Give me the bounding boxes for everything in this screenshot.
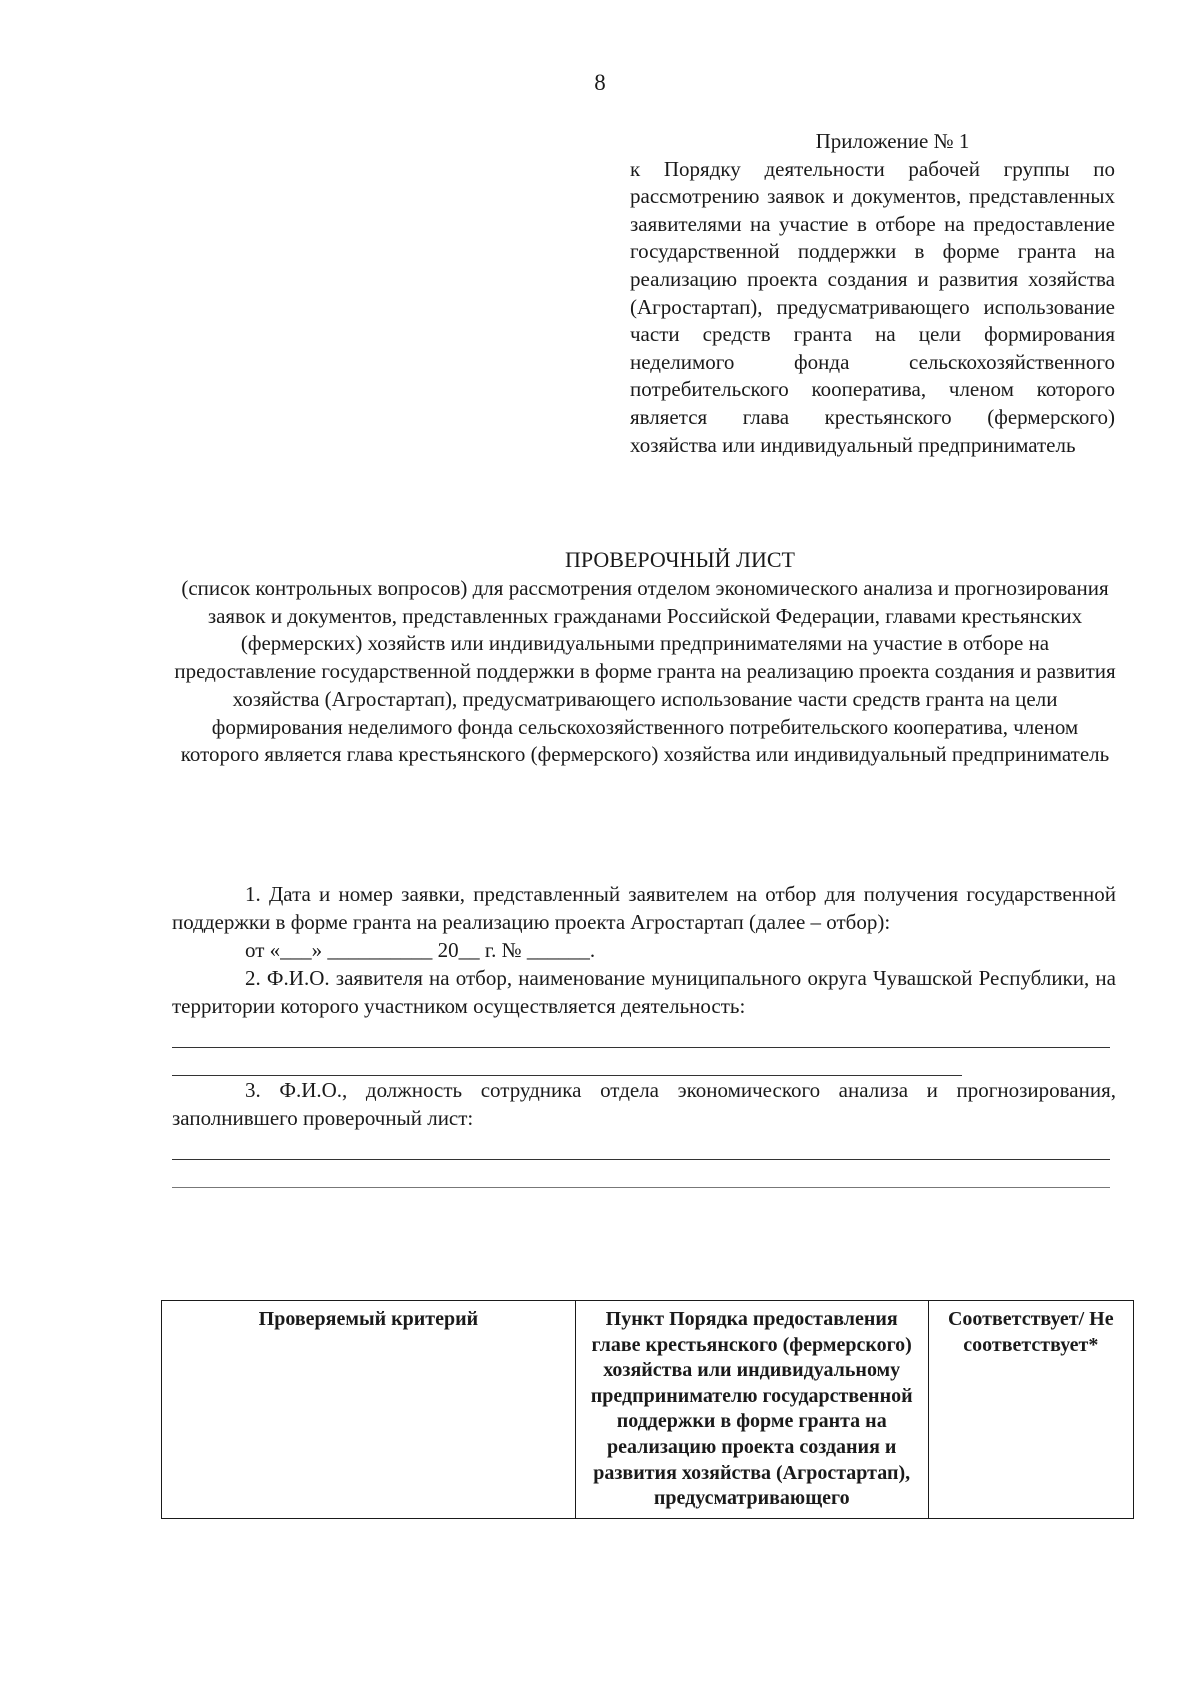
item-2-text: 2. Ф.И.О. заявителя на отбор, наименование муниципального округа Чувашской Республики, на территории которого участником осуществляется деятельность: [172, 966, 1116, 1018]
appendix-title: Приложение № 1 [815, 129, 970, 153]
page-number: 8 [594, 70, 606, 95]
item-1-text: 1. Дата и номер заявки, представленный заявителем на отбор для получения государственной поддержки в форме гранта на реализацию проекта Агростартап (далее – отбор): [172, 882, 1116, 934]
document-title: ПРОВЕРОЧНЫЙ ЛИСТ [565, 547, 795, 572]
item-1-date-line: от «___» __________ 20__ г. № ______. [245, 938, 596, 962]
header-order-clause: Пункт Порядка предоставления главе крестьянского (фермерского) хозяйства или индивидуальному предпринимателю государственной поддержки в форме гранта на реализацию проекта создания и развития хозяйства (Агростартап), предусматривающего [575, 1301, 928, 1519]
document-subtitle: (список контрольных вопросов) для рассмотрения отделом экономического анализа и прогнозирования заявок и документов, представленных гражданами Российской Федерации, главами крестьянских (фермерских) хозяйств или индивидуальными предпринимателями на участие в отборе на предоставление государственной поддержки в форме гранта на реализацию проекта создания и развития хозяйства (Агростартап), предусматривающего использование части средств гранта на цели формирования неделимого фонда сельскохозяйственного потребительского кооператива, членом которого является глава крестьянского (фермерского) хозяйства или индивидуальный предприниматель [174, 576, 1116, 767]
form-items [172, 880, 1116, 1188]
header-compliance: Соответствует/ Не соответствует* [928, 1301, 1133, 1519]
table-header-row [162, 1301, 1134, 1519]
appendix-body: к Порядку деятельности рабочей группы по рассмотрению заявок и документов, представленных заявителями на участие в отборе на предоставление государственной поддержки в форме гранта на реализацию проекта создания и развития хозяйства (Агростартап), предусматривающего использование части средств гранта на цели формирования неделимого фонда сельскохозяйственного потребительского кооператива, членом которого является глава крестьянского (фермерского) хозяйства или индивидуальный предприниматель [630, 156, 1115, 457]
item-3-text: 3. Ф.И.О., должность сотрудника отдела экономического анализа и прогнозирования, заполнившего проверочный лист: [172, 1078, 1116, 1130]
item-3-blank-line-2[interactable] [172, 1187, 1110, 1188]
header-criterion: Проверяемый критерий [162, 1301, 576, 1519]
criteria-table [161, 1300, 1134, 1519]
appendix-block [630, 128, 1115, 459]
